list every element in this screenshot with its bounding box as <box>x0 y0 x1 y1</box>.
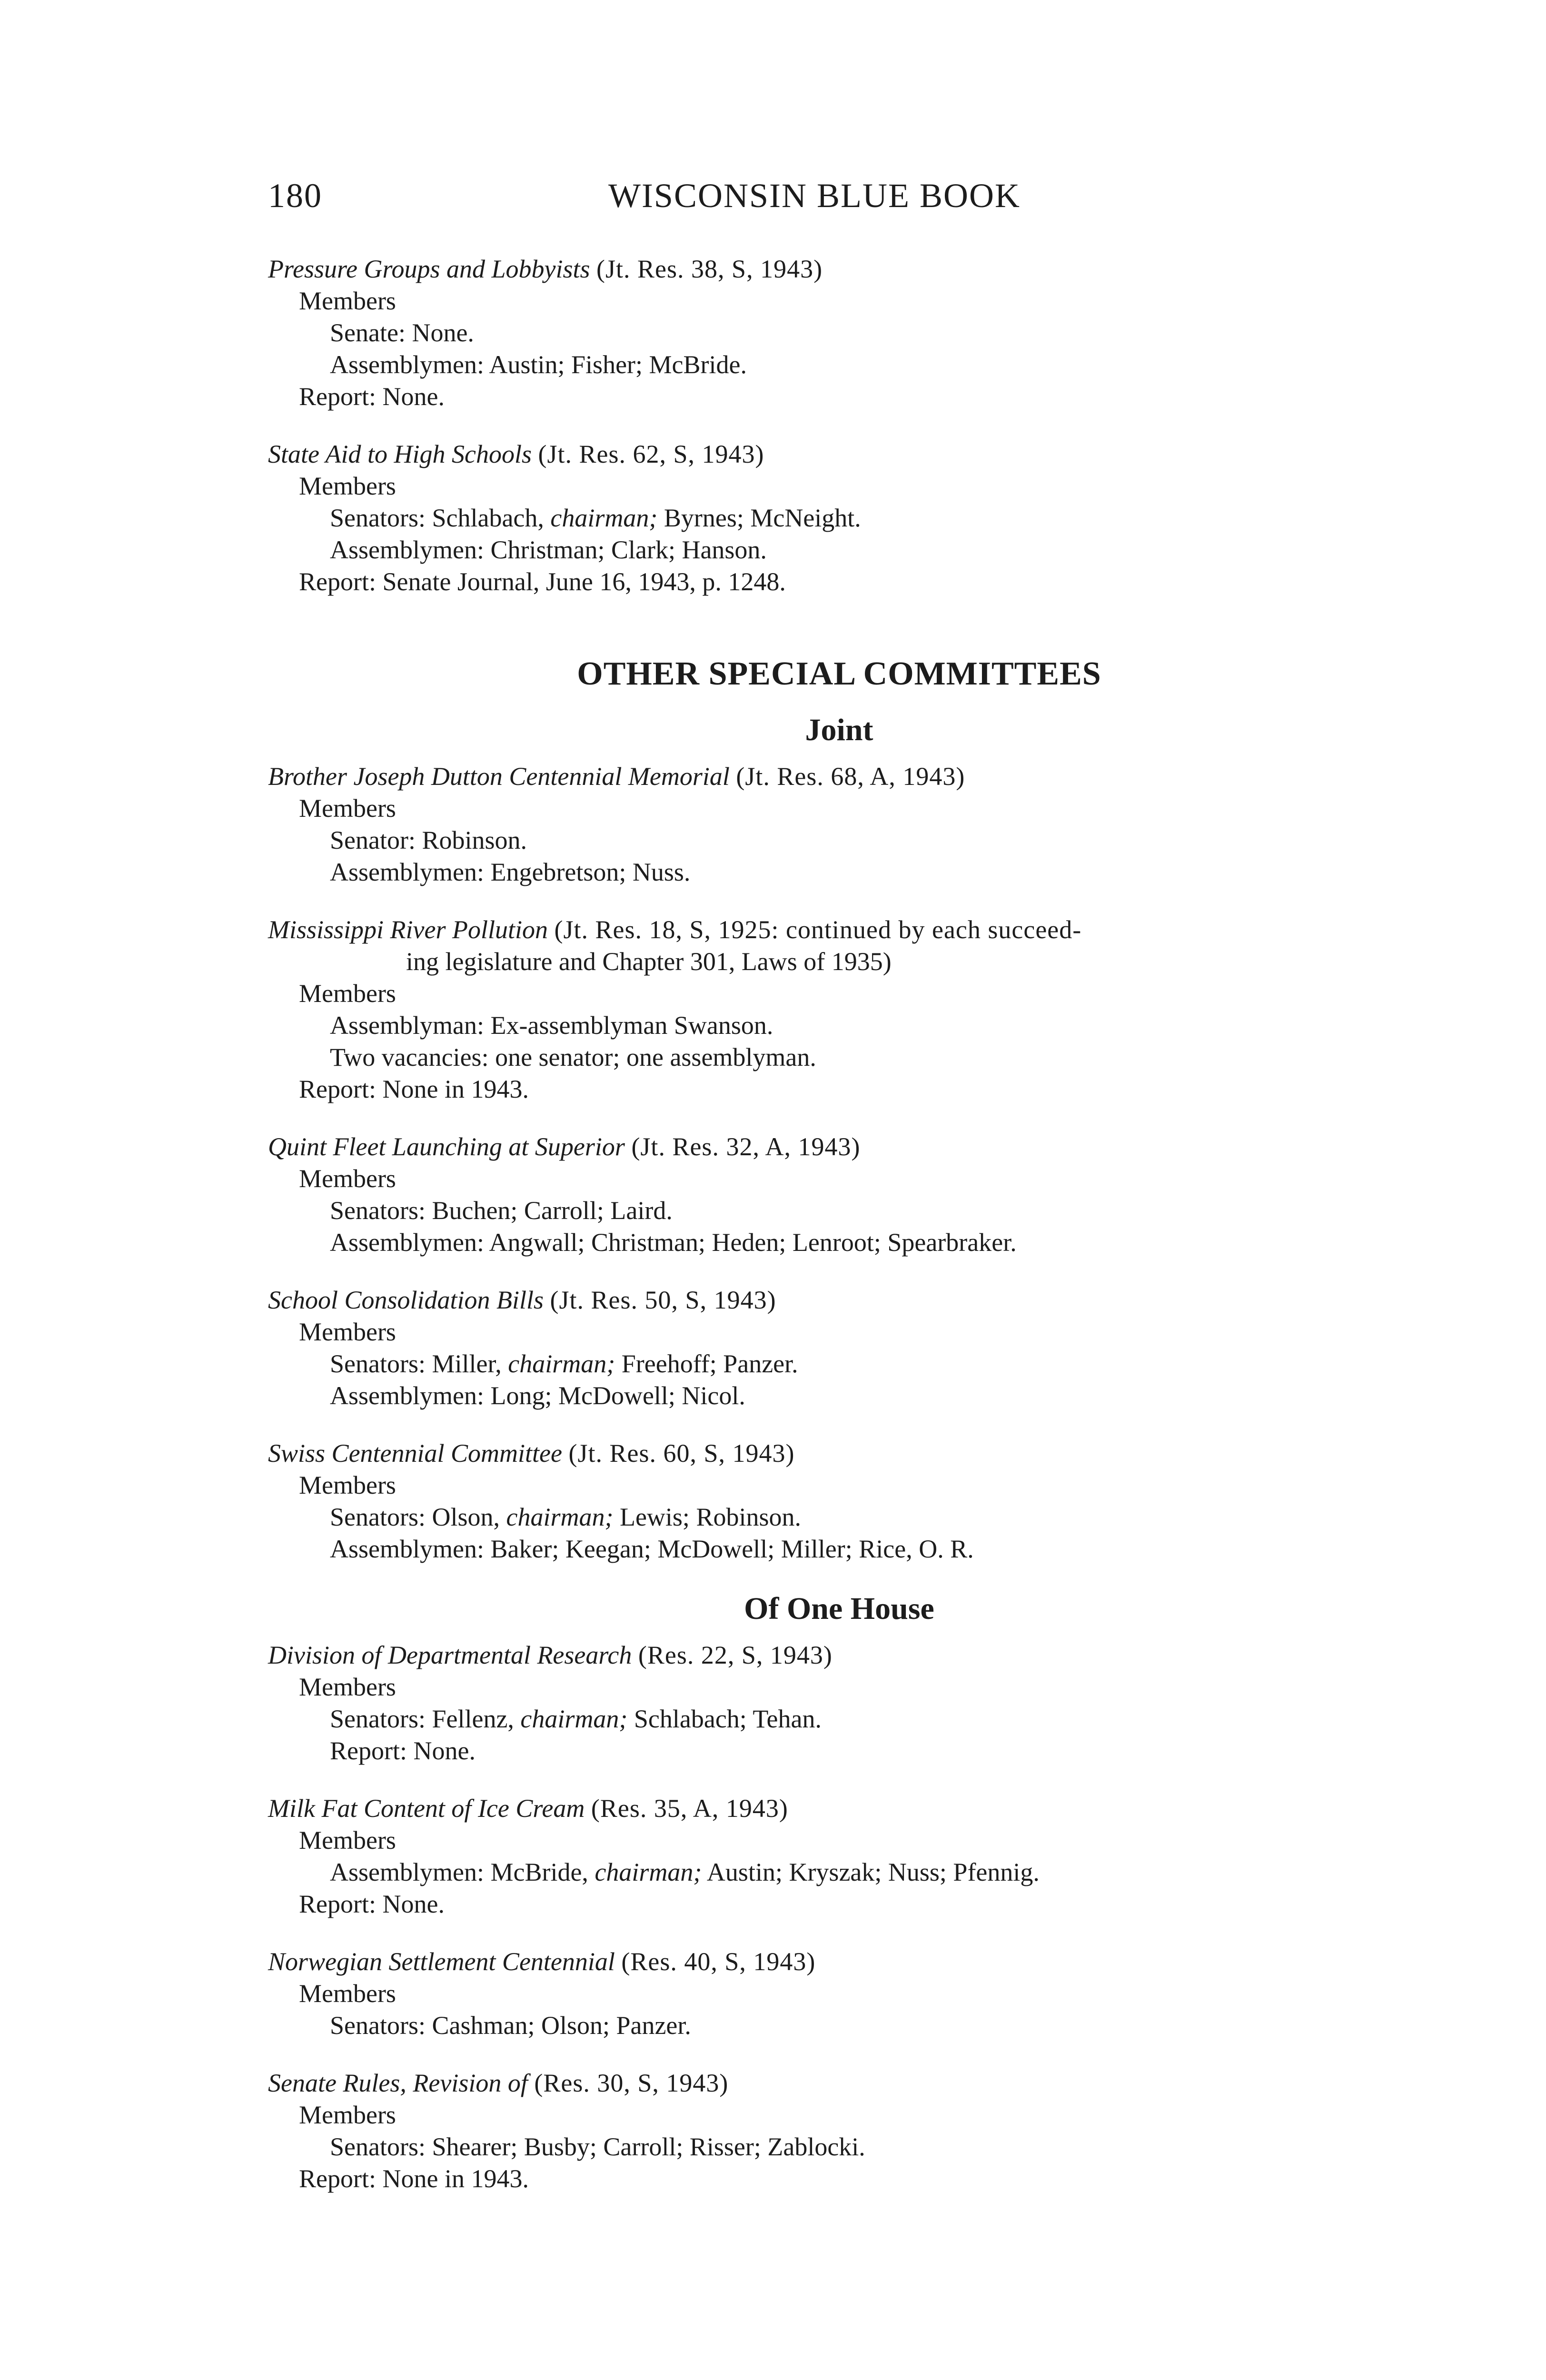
committee-entry <box>268 1639 1410 1767</box>
chairman-role: chairman; <box>508 1349 615 1378</box>
committee-entry <box>268 438 1410 598</box>
committee-citation: (Jt. Res. 60, S, 1943) <box>568 1439 795 1468</box>
committee-name: Division of Departmental Research <box>268 1641 632 1669</box>
members-label: Members <box>299 1673 396 1701</box>
committee-name: Norwegian Settlement Centennial <box>268 1947 615 1976</box>
committee-citation: (Jt. Res. 68, A, 1943) <box>736 762 965 791</box>
members-line: Senators: Olson, chairman; Lewis; Robinson. <box>330 1503 801 1531</box>
committee-citation: (Res. 22, S, 1943) <box>638 1641 832 1669</box>
committee-entry <box>268 253 1410 413</box>
committee-citation: (Jt. Res. 50, S, 1943) <box>550 1286 776 1314</box>
committee-citation: (Res. 40, S, 1943) <box>621 1947 816 1976</box>
committee-name: Senate Rules, Revision of <box>268 2069 528 2097</box>
members-line: Senators: Fellenz, chairman; Schlabach; Tehan. <box>330 1705 822 1733</box>
members-line: Senators: Cashman; Olson; Panzer. <box>330 2011 691 2040</box>
committee-citation: (Jt. Res. 38, S, 1943) <box>596 255 823 283</box>
members-line: Assemblymen: Engebretson; Nuss. <box>330 858 691 886</box>
members-label: Members <box>299 979 396 1008</box>
members-label: Members <box>299 794 396 823</box>
committee-entry <box>268 1946 1410 2042</box>
committee-entry <box>268 1284 1410 1412</box>
report-line: Report: None. <box>299 382 445 411</box>
book-title: WISCONSIN BLUE BOOK <box>608 177 1021 215</box>
report-line: Report: Senate Journal, June 16, 1943, p. 1248. <box>299 567 786 596</box>
members-line: Assemblymen: McBride, chairman; Austin; Kryszak; Nuss; Pfennig. <box>330 1858 1040 1886</box>
committee-citation: (Res. 35, A, 1943) <box>591 1794 788 1823</box>
members-line: Assemblymen: Long; McDowell; Nicol. <box>330 1381 745 1410</box>
members-label: Members <box>299 1826 396 1854</box>
members-line: Senators: Buchen; Carroll; Laird. <box>330 1196 673 1225</box>
committee-citation: (Jt. Res. 62, S, 1943) <box>538 440 764 468</box>
committee-name: Swiss Centennial Committee <box>268 1439 562 1468</box>
members-label: Members <box>299 287 396 315</box>
chairman-role: chairman; <box>506 1503 614 1531</box>
committee-entry <box>268 914 1410 1105</box>
citation-continued: ing legislature and Chapter 301, Laws of 1935) <box>406 947 892 976</box>
committee-name: Mississippi River Pollution <box>268 915 548 944</box>
document-page <box>268 176 1410 2195</box>
members-line: Senators: Shearer; Busby; Carroll; Risser; Zablocki. <box>330 2132 865 2161</box>
chairman-role: chairman; <box>550 504 658 532</box>
subsection-heading-joint: Joint <box>805 713 873 747</box>
chairman-role: chairman; <box>595 1858 702 1886</box>
members-line: Two vacancies: one senator; one assemblyman. <box>330 1043 816 1071</box>
committee-entry <box>268 1438 1410 1565</box>
committee-citation: (Jt. Res. 18, S, 1925: continued by each succeed- <box>554 915 1082 944</box>
report-line: Report: None. <box>330 1736 476 1765</box>
members-line: Senator: Robinson. <box>330 826 527 854</box>
subsection-heading-one-house: Of One House <box>744 1591 934 1626</box>
members-line: Assemblymen: Austin; Fisher; McBride. <box>330 350 747 379</box>
section-heading: OTHER SPECIAL COMMITTEES <box>577 655 1101 692</box>
committee-entry <box>268 1793 1410 1920</box>
members-line: Senators: Schlabach, chairman; Byrnes; McNeight. <box>330 504 861 532</box>
members-line: Assemblymen: Angwall; Christman; Heden; Lenroot; Spearbraker. <box>330 1228 1017 1257</box>
committee-name: School Consolidation Bills <box>268 1286 544 1314</box>
report-line: Report: None. <box>299 1890 445 1918</box>
committee-entry <box>268 1131 1410 1259</box>
running-head <box>268 176 1410 233</box>
committee-entry <box>268 761 1410 888</box>
report-line: Report: None in 1943. <box>299 2164 529 2193</box>
members-line: Assemblymen: Christman; Clark; Hanson. <box>330 536 767 564</box>
chairman-role: chairman; <box>520 1705 628 1733</box>
members-line: Assemblyman: Ex-assemblyman Swanson. <box>330 1011 773 1040</box>
committee-name: Quint Fleet Launching at Superior <box>268 1132 625 1161</box>
committee-entry <box>268 2067 1410 2195</box>
committee-name: Brother Joseph Dutton Centennial Memorial <box>268 762 730 791</box>
committee-name: Pressure Groups and Lobbyists <box>268 255 590 283</box>
members-line: Senators: Miller, chairman; Freehoff; Panzer. <box>330 1349 798 1378</box>
committee-name: Milk Fat Content of Ice Cream <box>268 1794 585 1823</box>
committee-name: State Aid to High Schools <box>268 440 532 468</box>
members-label: Members <box>299 1979 396 2008</box>
page-number: 180 <box>268 177 322 215</box>
members-line: Assemblymen: Baker; Keegan; McDowell; Miller; Rice, O. R. <box>330 1535 974 1563</box>
members-label: Members <box>299 2101 396 2129</box>
members-label: Members <box>299 1318 396 1346</box>
committee-citation: (Jt. Res. 32, A, 1943) <box>631 1132 861 1161</box>
report-line: Report: None in 1943. <box>299 1075 529 1103</box>
members-label: Members <box>299 1471 396 1499</box>
members-line: Senate: None. <box>330 318 474 347</box>
members-label: Members <box>299 1164 396 1193</box>
committee-citation: (Res. 30, S, 1943) <box>534 2069 729 2097</box>
members-label: Members <box>299 472 396 500</box>
